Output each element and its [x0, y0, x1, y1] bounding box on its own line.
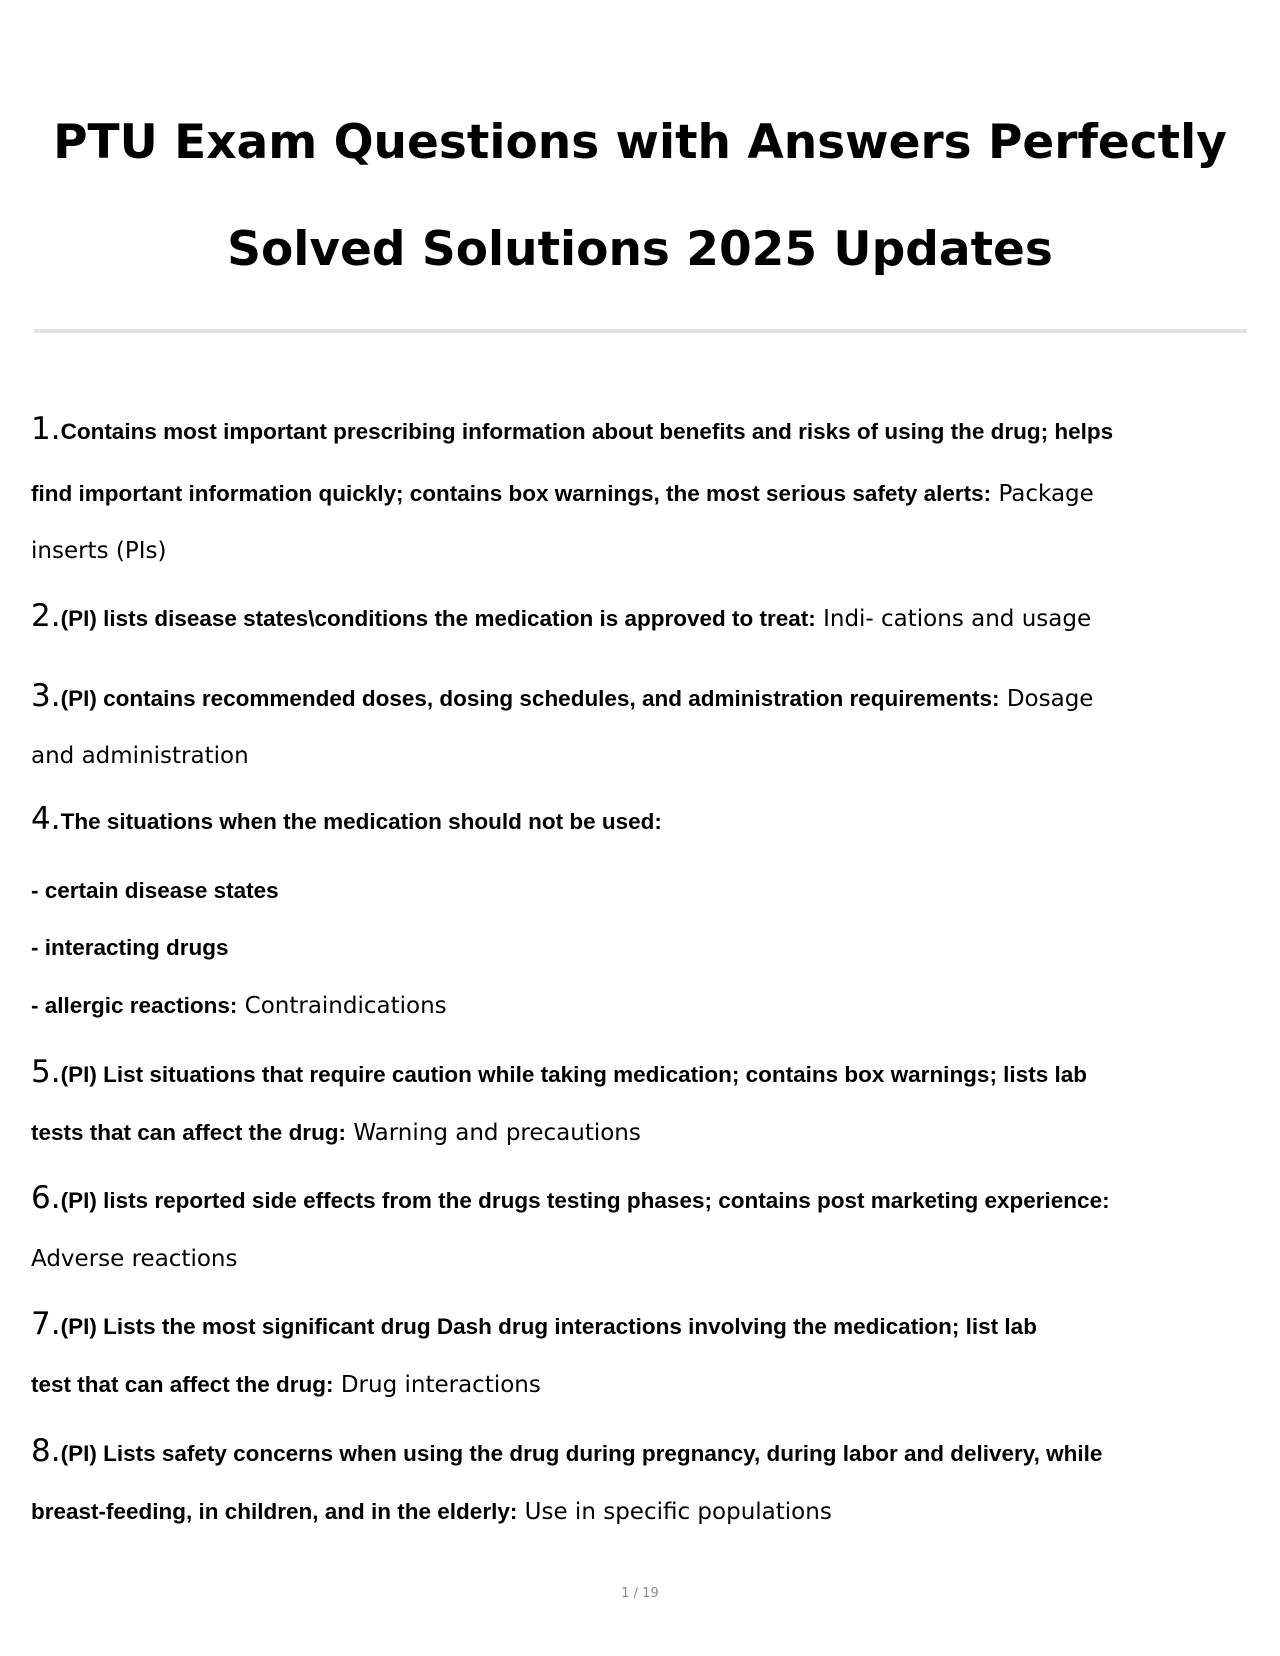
item-4-bullet-2 [31, 932, 229, 964]
item-5-answer: Warning and precautions [353, 1120, 641, 1146]
item-1-line-3 [31, 535, 166, 567]
item-4-bullet-1-text: - certain disease states [31, 878, 279, 903]
item-4-question: The situations when the medication should not be used: [60, 809, 662, 834]
item-5-number: 5. [31, 1054, 61, 1090]
item-1-question-cont: find important information quickly; contains box warnings, the most serious safety alerts: [31, 481, 992, 506]
item-7-question-cont: test that can affect the drug: [31, 1372, 334, 1397]
item-8-question: (PI) Lists safety concerns when using the drug during pregnancy, during labor and delivery, while [60, 1441, 1103, 1466]
item-2-number: 2. [31, 598, 61, 634]
item-7-line-1 [31, 1308, 1037, 1343]
item-2-line-1 [31, 600, 1091, 635]
item-6-answer: Adverse reactions [31, 1246, 238, 1272]
item-5-question-cont: tests that can affect the drug: [31, 1120, 347, 1145]
item-4-bullet-2-text: - interacting drugs [31, 935, 229, 960]
item-4-answer: Contraindications [244, 993, 447, 1019]
item-8-number: 8. [31, 1433, 61, 1469]
item-1-question: Contains most important prescribing information about benefits and risks of using the drug; helps [60, 419, 1114, 444]
item-8-question-cont: breast-feeding, in children, and in the elderly: [31, 1499, 518, 1524]
item-1-number: 1. [31, 411, 61, 447]
item-4-bullet-1 [31, 875, 279, 907]
item-3-line-1 [31, 680, 1093, 715]
item-6-line-1 [31, 1182, 1110, 1217]
item-1-line-1 [31, 413, 1113, 448]
document-title-line-2: Solved Solutions 2025 Updates [227, 222, 1053, 277]
item-7-number: 7. [31, 1306, 61, 1342]
item-3-question: (PI) contains recommended doses, dosing schedules, and administration requirements: [60, 686, 1000, 711]
item-8-line-1 [31, 1435, 1102, 1470]
item-4-line-1 [31, 803, 662, 838]
item-3-number: 3. [31, 678, 61, 714]
title-divider [34, 329, 1247, 333]
item-6-number: 6. [31, 1180, 61, 1216]
item-5-question: (PI) List situations that require caution while taking medication; contains box warnings; lists lab [60, 1062, 1087, 1087]
item-3-line-2 [31, 740, 249, 772]
item-7-answer: Drug interactions [340, 1372, 541, 1398]
item-8-line-2 [31, 1496, 832, 1528]
item-2-answer: Indi- cations and usage [823, 606, 1092, 632]
item-7-line-2 [31, 1369, 541, 1401]
item-5-line-2 [31, 1117, 641, 1149]
item-4-bullet-3-text: - allergic reactions: [31, 993, 238, 1018]
document-title-line-1: PTU Exam Questions with Answers Perfectly [53, 115, 1227, 170]
item-8-answer: Use in specific populations [524, 1499, 832, 1525]
item-4-number: 4. [31, 801, 61, 837]
item-3-answer-cont: and administration [31, 743, 249, 769]
item-1-answer: Package [998, 481, 1094, 507]
item-7-question: (PI) Lists the most significant drug Dash drug interactions involving the medication; list lab [60, 1314, 1037, 1339]
item-6-question: (PI) lists reported side effects from the drugs testing phases; contains post marketing experience: [60, 1188, 1110, 1213]
item-1-line-2 [31, 478, 1094, 510]
item-1-answer-cont: inserts (PIs) [31, 538, 167, 564]
page-indicator: 1 / 19 [621, 1586, 659, 1601]
item-4-bullet-3 [31, 990, 447, 1022]
item-6-line-2 [31, 1243, 237, 1275]
item-5-line-1 [31, 1056, 1087, 1091]
item-2-question: (PI) lists disease states\conditions the medication is approved to treat: [60, 606, 816, 631]
item-3-answer: Dosage [1006, 686, 1094, 712]
